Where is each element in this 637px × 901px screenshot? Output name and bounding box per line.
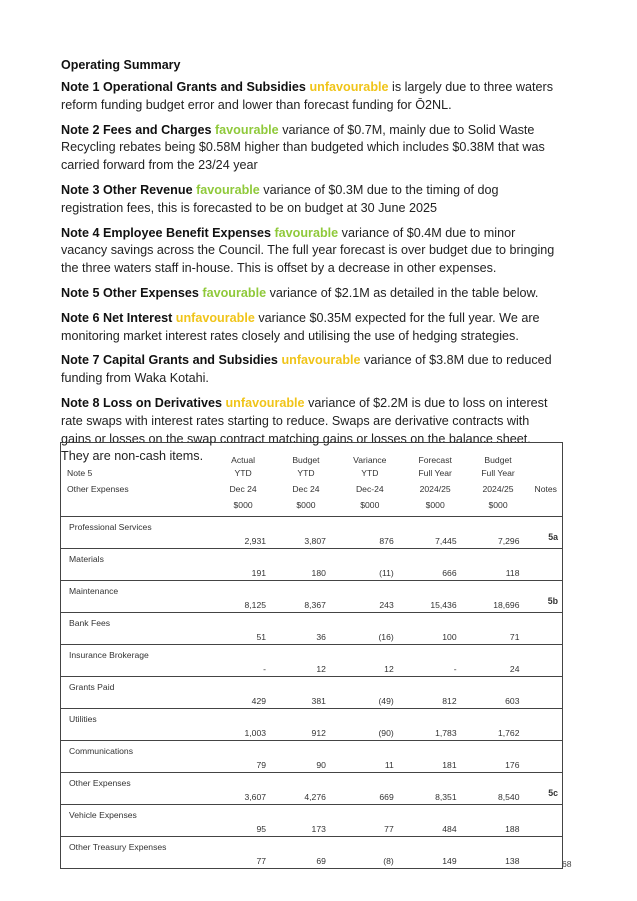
other-expenses-table	[60, 442, 563, 869]
note-reference: 5c	[548, 787, 558, 798]
value-cell: 191	[251, 567, 267, 578]
note-reference	[529, 740, 562, 772]
value-cell: 15,436	[430, 599, 457, 610]
header-cell: $000	[336, 497, 404, 517]
note-reference	[529, 708, 562, 740]
header-cell: Dec 24	[292, 483, 320, 494]
note-status: favourable	[196, 182, 260, 197]
value-cell: -	[453, 663, 457, 674]
header-cell: $000	[404, 497, 467, 517]
value-cell: 1,783	[435, 727, 457, 738]
value-cell: 149	[442, 855, 457, 866]
value-cell: 188	[505, 823, 520, 834]
value-cell: 8,367	[304, 599, 326, 610]
value-cell: (11)	[379, 567, 394, 578]
table-header	[61, 443, 563, 517]
row-label: Vehicle Expenses	[69, 809, 137, 820]
row-label: Insurance Brokerage	[69, 649, 149, 660]
header-cell: 2024/25	[482, 483, 514, 494]
note-reference	[529, 676, 562, 708]
row-label: Professional Services	[69, 521, 152, 532]
header-cell: Note 5	[67, 467, 93, 478]
other-expenses-table-wrapper	[60, 442, 563, 869]
note-status: unfavourable	[281, 353, 361, 368]
value-cell: 8,351	[435, 791, 457, 802]
table-row	[61, 612, 563, 644]
value-cell: 138	[505, 855, 520, 866]
header-row	[61, 497, 563, 517]
value-cell: 176	[505, 759, 520, 770]
header-cell: YTD	[234, 467, 252, 478]
value-cell: 95	[256, 823, 267, 834]
note-text: variance of $2.2M is due to loss on interest rate swaps with interest rates starting to reduce. Swaps are derivative contracts with gains or losses on the swap contract matching gains or losses on the balance sheet. They are non-cash items.	[61, 395, 548, 464]
value-cell: 51	[256, 631, 267, 642]
value-cell: 876	[379, 535, 394, 546]
value-cell: 4,276	[304, 791, 326, 802]
row-label: Other Treasury Expenses	[69, 841, 167, 852]
value-cell: 8,125	[244, 599, 267, 610]
header-cell: $000	[276, 497, 336, 517]
note-text: is largely due to three waters reform funding budget error and lower than forecast funding for Ō2NL.	[61, 80, 554, 112]
header-cell: 2024/25	[419, 483, 451, 494]
note-paragraph	[61, 310, 561, 346]
header-row	[61, 443, 563, 465]
value-cell: 603	[505, 695, 520, 706]
note-text: variance of $2.1M as detailed in the table below.	[269, 285, 539, 300]
note-reference: 5a	[548, 531, 558, 542]
value-cell: 77	[256, 855, 267, 866]
note-status: unfavourable	[225, 395, 305, 410]
header-cell: Forecast	[418, 454, 452, 465]
note-reference	[529, 612, 562, 644]
note-text: variance of $0.4M due to minor vacancy savings across the Council. The full year forecast is over budget due to bringing the three waters staff in-house. This is offset by a decrease in other expenses.	[61, 225, 555, 276]
table-row	[61, 772, 563, 804]
table-row	[61, 708, 563, 740]
value-cell: (16)	[378, 631, 394, 642]
note-status: favourable	[274, 225, 339, 240]
value-cell: 90	[316, 759, 326, 770]
value-cell: 79	[256, 759, 267, 770]
header-cell: Actual	[231, 454, 256, 465]
note-status: unfavourable	[309, 80, 389, 94]
page-number: 68	[562, 859, 572, 869]
note-status: unfavourable	[175, 310, 255, 325]
note-status: favourable	[214, 122, 279, 137]
value-cell: 429	[251, 695, 267, 706]
header-cell: $000	[210, 497, 276, 517]
row-label: Communications	[69, 745, 133, 756]
header-cell	[529, 465, 562, 481]
note-label: Note 7 Capital Grants and Subsidies	[61, 353, 278, 368]
note-label: Note 6 Net Interest	[61, 310, 173, 325]
header-cell: Variance	[353, 454, 387, 465]
header-cell: Other Expenses	[67, 483, 129, 494]
table-row	[61, 580, 563, 612]
note-text: variance of $0.3M due to the timing of dog registration fees, this is forecasted to be on budget at 30 June 2025	[61, 182, 499, 215]
row-label: Grants Paid	[69, 681, 115, 692]
table-row	[61, 516, 563, 548]
header-cell: Full Year	[418, 467, 452, 478]
value-cell: 7,296	[497, 535, 520, 546]
value-cell: (8)	[383, 855, 394, 866]
value-cell: 812	[442, 695, 457, 706]
note-text: variance of $3.8M due to reduced funding from Waka Kotahi.	[61, 353, 552, 386]
note-paragraph	[61, 352, 561, 388]
table-row	[61, 740, 563, 772]
table-row	[61, 644, 563, 676]
value-cell: 69	[316, 855, 326, 866]
value-cell: 7,445	[435, 535, 457, 546]
value-cell: 12	[384, 663, 394, 674]
value-cell: 912	[311, 727, 326, 738]
header-cell: YTD	[361, 467, 379, 478]
value-cell: 180	[311, 567, 326, 578]
header-cell: YTD	[297, 467, 315, 478]
value-cell: 1,762	[497, 727, 520, 738]
header-cell: Notes	[534, 483, 557, 494]
row-label: Maintenance	[69, 585, 119, 596]
header-cell	[61, 443, 211, 465]
header-cell	[529, 497, 562, 517]
notes-list	[61, 79, 561, 466]
value-cell: 666	[442, 567, 457, 578]
note-reference	[529, 836, 562, 868]
value-cell: 77	[384, 823, 394, 834]
header-cell: Full Year	[481, 467, 515, 478]
note-text: variance of $0.7M, mainly due to Solid Waste Recycling rebates being $0.58M higher than budgeted which includes $0.38M that was carried forward from the 23/24 year	[61, 122, 545, 173]
row-label: Utilities	[69, 713, 97, 724]
value-cell: 181	[442, 759, 457, 770]
table-row	[61, 548, 563, 580]
value-cell: 173	[311, 823, 326, 834]
note-reference	[529, 548, 562, 580]
header-cell: Dec-24	[355, 483, 384, 494]
note-status: favourable	[202, 285, 267, 300]
table-row	[61, 836, 563, 868]
value-cell: (49)	[378, 695, 394, 706]
note-label: Note 1 Operational Grants and Subsidies	[61, 80, 306, 94]
header-cell: $000	[467, 497, 530, 517]
header-cell: Budget	[292, 454, 320, 465]
value-cell: 18,696	[493, 599, 520, 610]
operating-summary	[61, 58, 561, 473]
note-reference	[529, 644, 562, 676]
value-cell: 243	[379, 599, 394, 610]
row-label: Other Expenses	[69, 777, 131, 788]
note-paragraph	[61, 182, 561, 218]
table-row	[61, 804, 563, 836]
note-label: Note 3 Other Revenue	[61, 182, 193, 197]
note-paragraph	[61, 225, 561, 278]
value-cell: 2,931	[244, 535, 267, 546]
value-cell: 381	[311, 695, 326, 706]
value-cell: 118	[505, 567, 520, 578]
value-cell: 100	[442, 631, 457, 642]
value-cell: 12	[316, 663, 326, 674]
value-cell: 11	[384, 759, 394, 770]
note-paragraph	[61, 285, 561, 303]
note-reference	[529, 804, 562, 836]
section-heading: Operating Summary	[61, 58, 181, 72]
value-cell: 71	[509, 631, 520, 642]
value-cell: 1,003	[244, 727, 267, 738]
header-row	[61, 481, 563, 497]
note-label: Note 5 Other Expenses	[61, 285, 199, 300]
value-cell: 669	[379, 791, 394, 802]
note-label: Note 8 Loss on Derivatives	[61, 395, 222, 410]
note-label: Note 2 Fees and Charges	[61, 122, 212, 137]
value-cell: 3,607	[244, 791, 267, 802]
header-cell	[529, 443, 562, 465]
header-cell: Dec 24	[229, 483, 257, 494]
value-cell: 36	[316, 631, 326, 642]
note-text: variance $0.35M expected for the full year. We are monitoring market interest rates closely and utilising the use of hedging strategies.	[61, 310, 540, 343]
value-cell: 484	[442, 823, 457, 834]
table-row	[61, 676, 563, 708]
value-cell: (90)	[378, 727, 394, 738]
value-cell: 24	[509, 663, 520, 674]
note-reference: 5b	[547, 595, 558, 606]
table-body	[61, 516, 563, 868]
note-paragraph	[61, 79, 561, 115]
row-label: Materials	[69, 553, 104, 564]
note-label: Note 4 Employee Benefit Expenses	[61, 225, 271, 240]
header-row	[61, 465, 563, 481]
note-paragraph	[61, 122, 561, 175]
header-cell	[61, 497, 211, 517]
row-label: Bank Fees	[69, 617, 111, 628]
value-cell: 3,807	[304, 535, 326, 546]
value-cell: -	[263, 663, 267, 674]
value-cell: 8,540	[497, 791, 520, 802]
header-cell: Budget	[484, 454, 512, 465]
